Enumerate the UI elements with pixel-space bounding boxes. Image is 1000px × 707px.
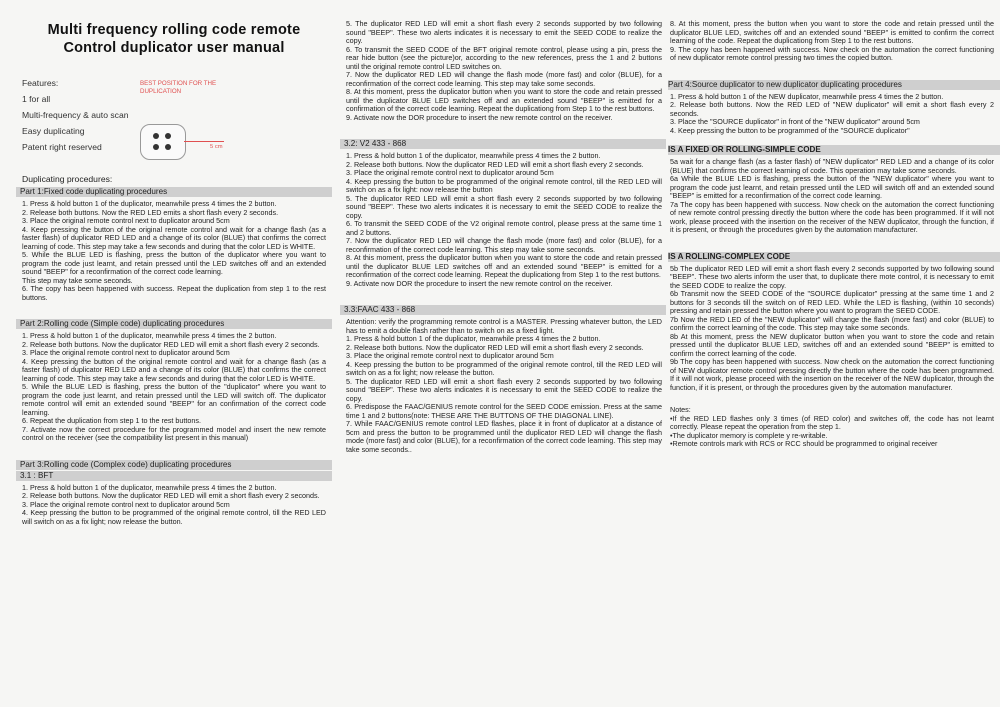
step: 6. Predispose the FAAC/GENIUS remote control for the SEED CODE emission. Press at the same time 1 and 2 buttons(note: THESE ARE THE BUTTONS OF THE DIAGONAL LINE).: [346, 402, 662, 420]
faac-steps-col2: [346, 318, 662, 454]
fixed-or-simple-heading: IS A FIXED OR ROLLING-SIMPLE CODE: [668, 145, 1000, 155]
v2-steps: [346, 152, 662, 288]
step: 9. Activate now the DOR procedure to insert the new remote control on the receiver.: [346, 112, 613, 122]
step: 5. The duplicator RED LED will emit a short flash every 2 seconds supported by two following sound "BEEP". These two alerts indicates it is necessary to emit the SEED CODE to realize the copy.: [346, 193, 662, 220]
bft-steps-col2: [346, 20, 662, 122]
feature-item: 1 for all: [22, 94, 51, 104]
step: 6a While the BLUE LED is flashing, press the button of the "NEW duplicator" where you want to program the code just learnt, and retain pressed until the LED will switch off and an extended sound "BEEP" is emitted for a reconfirmation of the correct code learning.: [670, 174, 994, 200]
step: 3. Place the original remote control next to duplicator around 5cm: [22, 499, 230, 509]
column-3: [668, 0, 1000, 707]
remote-button-icon: [165, 144, 171, 150]
step: 2. Release both buttons. Now the duplicator RED LED will emit a short flash every 2 seconds.: [346, 342, 644, 352]
step: 7. Activate now the correct procedure for the programmed model and insert the new remote control on the receiver (see the compatibility list present in this manual): [22, 424, 326, 442]
step: 8. At this moment, press the duplicator button when you want to store the code and retain pressed until the duplicator BLUE LED switches off and an extended sound "BEEP" is emitted for a confirmation of the correct code learning. Repeat the duplicationg from Step 1 to the rest buttons.: [346, 87, 662, 113]
note-item: •The duplicator memory is complete y re-writable.: [670, 430, 828, 440]
remote-control-illustration: [140, 124, 186, 160]
note-item: •Remote controls mark with RCS or RCC should be programmed to original receiver: [670, 439, 938, 448]
step: 7b Now the RED LED of the "NEW duplicator" will change the flash (more fast) and color (BLUE) to confirm the correct learning of the code. This step may take some seconds.: [670, 314, 994, 332]
step: 2. Release both buttons. Now the RED LED emits a short flash every 2 seconds.: [22, 207, 279, 217]
step: 1. Press & hold button 1 of the duplicator, meanwhile press 4 times the 2 button.: [346, 151, 601, 160]
step: 6b Transmit now the SEED CODE of the "SOURCE duplicator" pressing at the same time 1 and 2 buttons for 3 seconds till the switch on of RED LED. While the LED is flashing, (within 10 seconds) pressing and retain pressed the button where you want to program the SEED CODE.: [670, 289, 994, 315]
feature-item: Easy duplicating: [22, 126, 85, 136]
step: 2. Release both buttons. Now the duplicator RED LED will emit a short flash every 2 seconds.: [22, 491, 320, 500]
remote-button-icon: [153, 133, 159, 139]
step: 5. While the BLUE LED is flashing, press the button of the duplicator where you want to program the code just learnt, and retain pressed until the LED switches off and an extended sound "BEEP" for a reconfirmation of the correct code learning.: [22, 250, 326, 276]
step: 4. Keep pressing the button to be programmed of the original remote control, till the RED LED will switch on as a fix light: now release the button: [346, 176, 662, 194]
step: 4. Keep pressing the button of the original remote control and wait for a change flash (as a faster flash) of duplicator RED LED and a change of its color (BLUE) that confirms the correct learning of code. This step may take a few seconds and during that the color LED is WHITE.: [22, 356, 326, 383]
best-position-note: BEST POSITION FOR THE DUPLICATION: [140, 80, 217, 95]
distance-arrow: [184, 141, 224, 142]
step: 7a The copy has been happened with success. Now check on the automation the correct functioning of new remote control pressing directly the button where the code has been programmed. If it will not work, please proceed with the insertion on the receiver of the NEW duplicator, through the function, if it is present, or through the procedures given by the automation manufacturer.: [670, 199, 994, 234]
part4-heading: Part 4:Source duplicator to new duplicator duplicating procedures: [668, 80, 1000, 90]
step: 4. Keep pressing the button to be programmed of the original remote control, till the RED LED will switch on as a fix light; now release the button.: [346, 359, 662, 377]
v2-heading: 3.2: V2 433 - 868: [340, 139, 666, 149]
step: 4. Keep pressing the button to be programmed of the original remote control, till the RED LED will switch on as a fix light; now release the button.: [22, 508, 326, 526]
features-heading: Features:: [22, 78, 59, 88]
step: 5. While the BLUE LED is flashing, press the button of the "duplicator" where you want to program the code just learnt, and retain pressed until the LED will switch off. The duplicator remote control will emit an extended sound "BEEP" for an confirmation of the correct code learning.: [22, 382, 326, 417]
column-2: [338, 0, 666, 707]
feature-item: Patent right reserved: [22, 142, 102, 152]
distance-label: 5 cm: [210, 144, 223, 150]
step: 8. At this moment, press the duplicator button when you want to store the code and retain pressed until the duplicator BLUE LED switches off and an extended sound "BEEP" is emitted for a reconfirmation of the correct code learning. Repeat the duplicationg from Step 1 to the rest buttons.: [346, 253, 662, 279]
fixed-or-simple-steps: [670, 158, 994, 235]
part2-heading: Part 2:Rolling code (Simple code) duplicating procedures: [16, 319, 332, 329]
step: 2. Release both buttons. Now the duplicator RED LED will emit a short flash every 2 seconds.: [346, 159, 644, 169]
step: 6. To transmit the SEED CODE of the V2 original remote control, please press at the same time 1 and 2 buttons.: [346, 219, 662, 237]
step: 1. Press & hold button 1 of the duplicator, meanwhile press 4 times the 2 button.: [22, 482, 277, 492]
step: This step may take some seconds.: [22, 275, 133, 285]
remote-button-icon: [165, 133, 171, 139]
step: 9. The copy has been happened with success. Now check on the automation the correct functioning of new duplicator remote control pressing two times the copied button.: [670, 44, 994, 62]
step: 5b The duplicator RED LED will emit a short flash every 2 seconds supported by two following sound "BEEP". These two alerts inform the user that, to duplicate there mote control, it is necessary to emit the SEED CODE to realize the copy.: [670, 263, 994, 290]
step: 3. Place the original remote control next to duplicator around 5cm: [22, 216, 230, 225]
duplicating-procedures-label: Duplicating procedures:: [22, 174, 113, 184]
note-item: •If the RED LED flashes only 3 times (of RED color) and switches off, the code has not learnt correctly. Please repeat the operation from the step 1.: [670, 413, 994, 431]
step: 4. Keep pressing the button of the original remote control and wait for a change flash (as a faster flash) of duplicator RED LED and a change of its color (BLUE) that confirms the correct learning of code. This step may take a few seconds and during that the color LED is WHITE.: [22, 224, 326, 251]
step: 3. Place the original remote control next to duplicator around 5cm: [346, 168, 554, 177]
part1-steps: [22, 200, 326, 302]
bft-steps-col1: [22, 484, 326, 527]
features-block: [22, 78, 326, 174]
step: 6. To transmit the SEED CODE of the BFT original remote control, please using a pin, press the rear hide button (see the picture)or, according to the new references, press the 1 and 2 buttons until the original remote control LED switches on.: [346, 44, 662, 71]
step: 1. Press & hold button 1 of the duplicator, meanwhile press 4 times the 2 button.: [346, 334, 601, 343]
step: 2. Release both buttons. Now the duplicator RED LED will emit a short flash every 2 seconds.: [22, 339, 320, 349]
step: 1. Press & hold button 1 of the duplicator, meanwhile press 4 times the 2 button.: [22, 331, 277, 340]
step: 6. Repeat the duplication from step 1 to the rest buttons.: [22, 416, 201, 425]
part2-steps: [22, 332, 326, 443]
bft-heading: 3.1 : BFT: [16, 471, 332, 481]
step: 9. Activate now DOR the procedure to insert the new remote control on the receiver.: [346, 278, 613, 288]
part1-heading: Part 1:Fixed code duplicating procedures: [16, 187, 332, 197]
rolling-complex-steps: [670, 265, 994, 393]
step: 7. Now the duplicator RED LED will change the flash mode (more fast) and color (BLUE), for a reconfirmation of the correct code learning. This step may take some seconds.: [346, 236, 662, 254]
step: 8b At this moment, press the NEW duplicator button when you want to store the code and retain pressed until the duplicator BLUE LED, switches off and an extended sound "BEEP" is emitted to confirm the correct learning of the code.: [670, 331, 994, 358]
step: 1. Press & hold button 1 of the duplicator, meanwhile press 4 times the 2 button.: [22, 199, 277, 208]
step: 5. The duplicator RED LED will emit a short flash every 2 seconds supported by two following sound "BEEP". These two alerts indicates it is necessary to emit the SEED CODE to realize the copy.: [346, 376, 662, 403]
step: 4. Keep pressing the button to be programmed of the "SOURCE duplicator": [670, 125, 910, 135]
manual-title-line-2: Control duplicator user manual: [63, 40, 285, 56]
step: 5. The duplicator RED LED will emit a short flash every 2 seconds supported by two following sound "BEEP". These two alerts indicates it is necessary to emit the SEED CODE to realize the copy.: [346, 19, 662, 45]
step: 6. The copy has been happened with success. Repeat the duplication from step 1 to the rest buttons.: [22, 284, 326, 302]
feature-item: Multi-frequency & auto scan: [22, 110, 129, 120]
step: 7. Now the duplicator RED LED will change the flash mode (more fast) and color (BLUE), for a reconfirmation of the correct code learning. This step may take some seconds.: [346, 70, 662, 88]
step: 5a wait for a change flash (as a faster flash) of "NEW duplicator" RED LED and a change of its color (BLUE) that confirms the correct learning of code. This operation may take some seconds.: [670, 157, 994, 175]
manual-title-line-1: Multi frequency rolling code remote: [47, 22, 301, 38]
faac-heading: 3.3:FAAC 433 - 868: [340, 305, 666, 315]
faac-steps-col3: [670, 20, 994, 63]
rolling-complex-heading: IS A ROLLING-COMPLEX CODE: [668, 252, 1000, 262]
step: 8. At this moment, press the button when you want to store the code and retain pressed until the duplicator BLUE LED, switches off and an extended sound "BEEP" is emitted to confirm the correct learning of the code. Repeat the duplicationg from Step 1 to the rest buttons.: [670, 19, 994, 45]
step: 3. Place the "SOURCE duplicator" in front of the "NEW duplicator" around 5cm: [670, 117, 920, 126]
step: 3. Place the original remote control next to duplicator around 5cm: [346, 351, 554, 360]
step: 3. Place the original remote control next to duplicator around 5cm: [22, 348, 230, 357]
step: 1. Press & hold button 1 of the NEW duplicator, meanwhile press 4 times the 2 button.: [670, 91, 944, 101]
notes-list: [670, 415, 994, 449]
column-1: [0, 0, 332, 707]
notes-heading: Notes:: [670, 405, 691, 414]
step: Attention: verify the programming remote control is a MASTER. Pressing whatever button, the LED has to emit a double flash rather than to switch on as a fixed light.: [346, 317, 662, 335]
step: 2. Release both buttons. Now the RED LED of "NEW duplicator" will emit a short flash every 2 seconds.: [670, 100, 994, 118]
step: 9b The copy has been happened with success. Now check on the automation the correct functioning of NEW duplicator remote control pressing directly the button where the code has been programmed. If it will not work, please proceed with the insertion on the receiver of the NEW duplicator, through the function, if it is present, or through the procedures given by the automation manufacturer.: [670, 357, 994, 392]
remote-button-icon: [153, 144, 159, 150]
step: 7. While FAAC/GENIUS remote control LED flashes, place it in front of duplicator at a distance of 5cm and press the button to be programmed until the duplicator RED LED will change the flash mode (more fast) and color (BLUE), for a reconfirmation of the correct code learning. This step may take some seconds..: [346, 419, 662, 454]
part3-heading: Part 3:Rolling code (Complex code) duplicating procedures: [16, 460, 332, 470]
part4-steps: [670, 93, 994, 136]
